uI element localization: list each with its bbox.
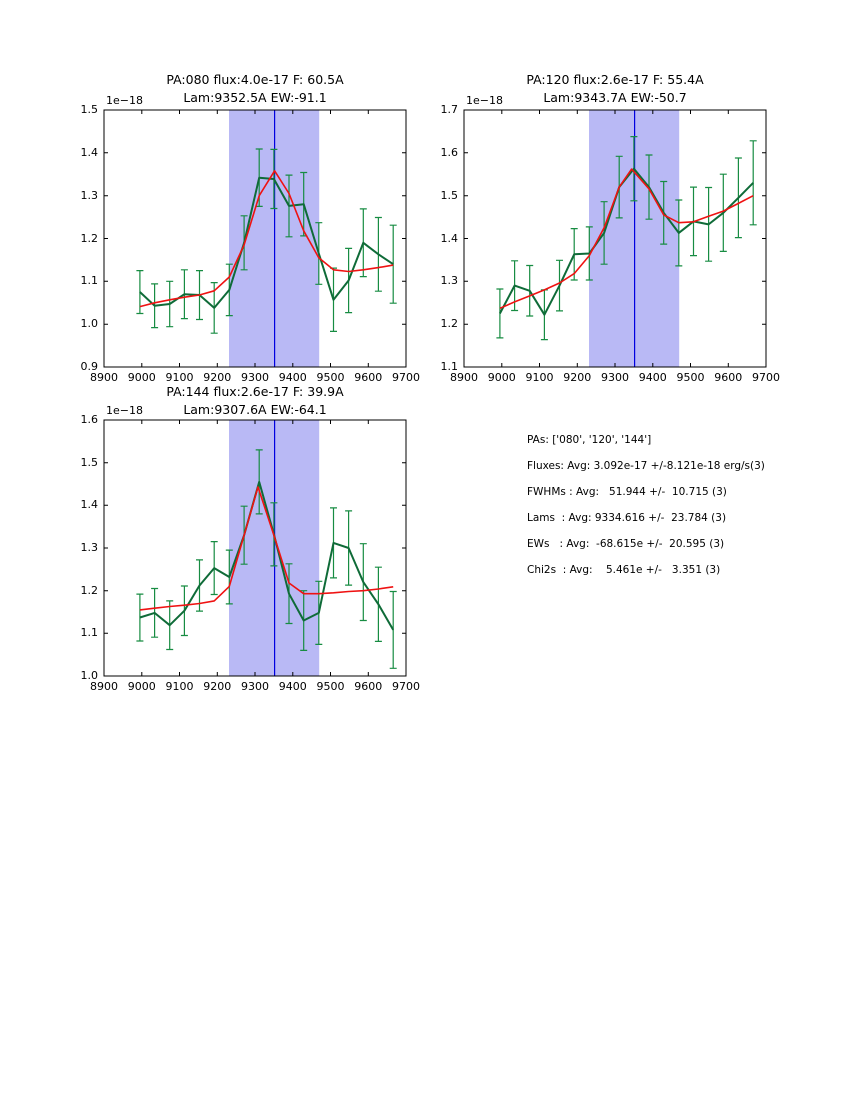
- plot-title-line1: PA:144 flux:2.6e-17 F: 39.9A: [166, 384, 344, 399]
- x-tick-label: 9700: [752, 371, 780, 384]
- y-tick-label: 1.3: [440, 274, 458, 288]
- x-tick-label: 9100: [165, 371, 194, 384]
- x-tick-label: 9300: [601, 371, 629, 384]
- plot-canvas: [103, 109, 407, 368]
- plot-canvas: [463, 109, 767, 368]
- y-tick-label: 1.1: [440, 360, 458, 373]
- plot-title-line2: Lam:9343.7A EW:-50.7: [543, 90, 687, 105]
- x-tick-label: 9200: [563, 371, 592, 384]
- y-axis-offset-label: 1e−18: [106, 404, 143, 417]
- y-tick-label: 1.5: [440, 188, 458, 202]
- x-tick-label: 9300: [241, 680, 269, 693]
- x-tick-label: 9400: [278, 371, 307, 384]
- x-tick-label: 9300: [241, 371, 269, 384]
- plot-title-line1: PA:120 flux:2.6e-17 F: 55.4A: [526, 72, 704, 87]
- y-tick-label: 1.1: [80, 626, 98, 640]
- x-tick-label: 9700: [392, 680, 420, 693]
- y-axis-offset-label: 1e−18: [466, 94, 503, 107]
- x-tick-label: 9500: [316, 371, 345, 384]
- x-tick-label: 9000: [127, 371, 156, 384]
- y-tick-label: 1.1: [80, 274, 98, 288]
- x-tick-label: 9400: [638, 371, 667, 384]
- y-axis-offset-label: 1e−18: [106, 94, 143, 107]
- x-tick-label: 8900: [450, 371, 478, 384]
- x-tick-label: 9600: [354, 680, 383, 693]
- x-tick-label: 9000: [487, 371, 516, 384]
- y-tick-label: 0.9: [80, 360, 98, 373]
- stats-line: PAs: ['080', '120', '144']: [527, 434, 652, 446]
- x-tick-label: 9700: [392, 371, 420, 384]
- y-tick-label: 1.4: [80, 145, 98, 159]
- x-tick-label: 9200: [203, 371, 232, 384]
- x-tick-label: 9600: [714, 371, 743, 384]
- x-tick-label: 9400: [278, 680, 307, 693]
- x-tick-label: 9200: [203, 680, 232, 693]
- x-tick-label: 9100: [525, 371, 554, 384]
- x-tick-label: 9500: [316, 680, 345, 693]
- y-tick-label: 1.3: [80, 188, 98, 202]
- y-tick-label: 1.5: [80, 103, 98, 116]
- y-tick-label: 1.7: [440, 103, 458, 116]
- x-tick-label: 9500: [676, 371, 705, 384]
- x-tick-label: 9600: [354, 371, 383, 384]
- plot-canvas: [103, 419, 407, 677]
- y-tick-label: 1.0: [80, 669, 98, 682]
- y-tick-label: 1.2: [80, 583, 98, 597]
- y-tick-label: 1.4: [80, 498, 98, 512]
- y-tick-label: 1.2: [80, 231, 98, 245]
- y-tick-label: 1.3: [80, 541, 98, 554]
- y-tick-label: 1.4: [440, 231, 458, 245]
- stats-line: Chi2s : Avg: 5.461e +/- 3.351 (3): [527, 564, 721, 576]
- y-tick-label: 1.2: [440, 317, 458, 331]
- x-tick-label: 9100: [165, 680, 194, 693]
- stats-line: EWs : Avg: -68.615e +/- 20.595 (3): [527, 538, 725, 550]
- x-tick-label: 8900: [90, 371, 118, 384]
- stats-line: Lams : Avg: 9334.616 +/- 23.784 (3): [527, 512, 727, 524]
- x-tick-label: 9000: [127, 680, 156, 693]
- y-tick-label: 1.0: [80, 317, 98, 331]
- plot-title-line2: Lam:9352.5A EW:-91.1: [183, 90, 327, 105]
- plot-title-line2: Lam:9307.6A EW:-64.1: [183, 402, 327, 417]
- stats-panel: [527, 427, 765, 583]
- x-tick-label: 8900: [90, 680, 118, 693]
- y-tick-label: 1.6: [80, 413, 98, 426]
- stats-line: Fluxes: Avg: 3.092e-17 +/-8.121e-18 erg/s(3): [527, 460, 765, 472]
- y-tick-label: 1.5: [80, 455, 98, 469]
- y-tick-label: 1.6: [440, 145, 458, 159]
- stats-line: FWHMs : Avg: 51.944 +/- 10.715 (3): [527, 486, 727, 498]
- plot-title-line1: PA:080 flux:4.0e-17 F: 60.5A: [166, 72, 344, 87]
